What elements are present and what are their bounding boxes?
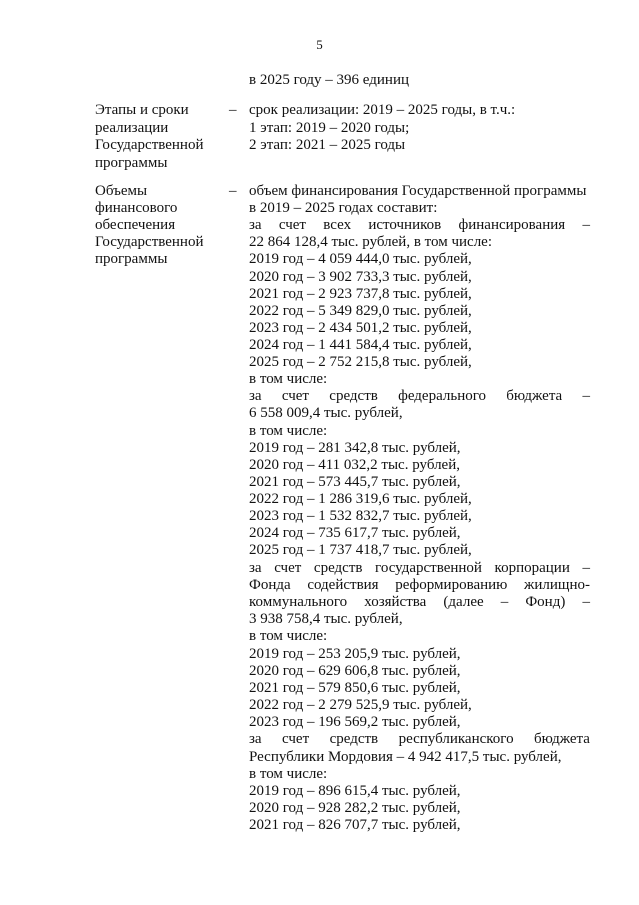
fund-year: 2019 год – 253 205,9 тыс. рублей, bbox=[249, 646, 461, 662]
funding-label-line: Государственной bbox=[95, 234, 204, 250]
federal-heading: за счет средств федерального бюджета – bbox=[249, 388, 590, 404]
funding-label-line: программы bbox=[95, 251, 168, 267]
funding-intro-line: объем финансирования Государственной программы bbox=[249, 183, 587, 199]
stages-line: срок реализации: 2019 – 2025 годы, в т.ч.: bbox=[249, 102, 516, 118]
all-sources-year: 2025 год – 2 752 215,8 тыс. рублей, bbox=[249, 354, 472, 370]
all-sources-year: 2022 год – 5 349 829,0 тыс. рублей, bbox=[249, 303, 472, 319]
stages-label-line: реализации bbox=[95, 120, 169, 136]
republic-heading: за счет средств республиканского бюджета bbox=[249, 731, 590, 747]
republic-year: 2019 год – 896 615,4 тыс. рублей, bbox=[249, 783, 461, 799]
federal-year: 2022 год – 1 286 319,6 тыс. рублей, bbox=[249, 491, 472, 507]
fund-total: 3 938 758,4 тыс. рублей, bbox=[249, 611, 403, 627]
intro-line: в 2025 году – 396 единиц bbox=[249, 72, 410, 88]
all-sources-year: 2020 год – 3 902 733,3 тыс. рублей, bbox=[249, 269, 472, 285]
all-sources-year: 2019 год – 4 059 444,0 тыс. рублей, bbox=[249, 251, 472, 267]
republic-year: 2020 год – 928 282,2 тыс. рублей, bbox=[249, 800, 461, 816]
federal-year: 2025 год – 1 737 418,7 тыс. рублей, bbox=[249, 542, 472, 558]
fund-heading-line-3: коммунального хозяйства (далее – Фонд) – bbox=[249, 594, 590, 610]
fund-year: 2023 год – 196 569,2 тыс. рублей, bbox=[249, 714, 461, 730]
federal-year: 2024 год – 735 617,7 тыс. рублей, bbox=[249, 525, 461, 541]
stages-line: 1 этап: 2019 – 2020 годы; bbox=[249, 120, 410, 136]
all-sources-heading: за счет всех источников финансирования – bbox=[249, 217, 590, 233]
all-sources-year: 2023 год – 2 434 501,2 тыс. рублей, bbox=[249, 320, 472, 336]
funding-label-line: Объемы bbox=[95, 183, 148, 199]
page-number: 5 bbox=[316, 37, 323, 52]
fund-year: 2020 год – 629 606,8 тыс. рублей, bbox=[249, 663, 461, 679]
stages-label-line: Государственной bbox=[95, 137, 204, 153]
fund-heading-line-1: за счет средств государственной корпорации – bbox=[249, 560, 590, 576]
fund-heading-line-2: Фонда содействия реформированию жилищно- bbox=[249, 577, 590, 593]
all-sources-year: 2024 год – 1 441 584,4 тыс. рублей, bbox=[249, 337, 472, 353]
all-sources-total: 22 864 128,4 тыс. рублей, в том числе: bbox=[249, 234, 493, 250]
stages-label-line: программы bbox=[95, 155, 168, 171]
federal-year: 2023 год – 1 532 832,7 тыс. рублей, bbox=[249, 508, 472, 524]
federal-total: 6 558 009,4 тыс. рублей, bbox=[249, 405, 403, 421]
including-line: в том числе: bbox=[249, 628, 328, 644]
federal-year: 2021 год – 573 445,7 тыс. рублей, bbox=[249, 474, 461, 490]
including-line: в том числе: bbox=[249, 423, 328, 439]
funding-intro-line: в 2019 – 2025 годах составит: bbox=[249, 200, 438, 216]
stages-line: 2 этап: 2021 – 2025 годы bbox=[249, 137, 406, 153]
federal-year: 2020 год – 411 032,2 тыс. рублей, bbox=[249, 457, 460, 473]
fund-year: 2022 год – 2 279 525,9 тыс. рублей, bbox=[249, 697, 472, 713]
stages-dash: – bbox=[229, 102, 237, 118]
funding-dash: – bbox=[229, 183, 237, 199]
all-sources-year: 2021 год – 2 923 737,8 тыс. рублей, bbox=[249, 286, 472, 302]
including-line: в том числе: bbox=[249, 371, 328, 387]
funding-label-line: обеспечения bbox=[95, 217, 176, 233]
fund-year: 2021 год – 579 850,6 тыс. рублей, bbox=[249, 680, 461, 696]
republic-year: 2021 год – 826 707,7 тыс. рублей, bbox=[249, 817, 461, 833]
including-line: в том числе: bbox=[249, 766, 328, 782]
funding-label-line: финансового bbox=[95, 200, 178, 216]
stages-label-line: Этапы и сроки bbox=[95, 102, 189, 118]
republic-total: Республики Мордовия – 4 942 417,5 тыс. рублей, bbox=[249, 749, 562, 765]
federal-year: 2019 год – 281 342,8 тыс. рублей, bbox=[249, 440, 461, 456]
